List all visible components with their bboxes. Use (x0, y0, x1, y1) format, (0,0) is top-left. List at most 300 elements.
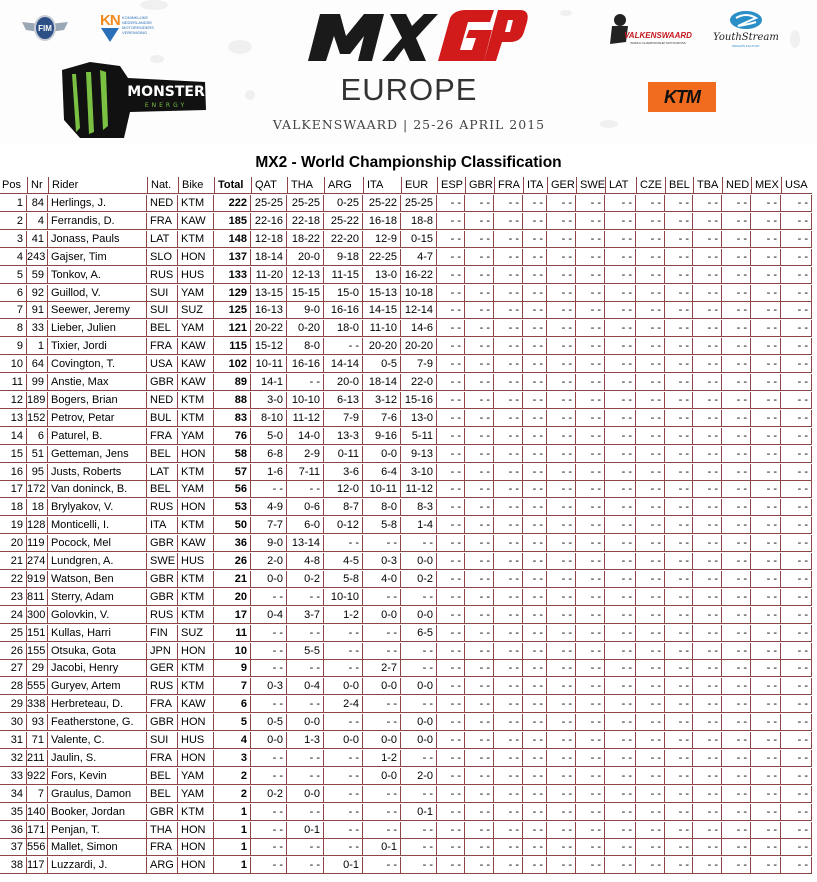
column-header[interactable]: ESP (437, 177, 465, 194)
column-header[interactable]: NED (722, 177, 751, 194)
cell-round-result: - - (576, 517, 605, 534)
cell-round-result: - - (251, 589, 287, 606)
cell-round-result: - - (722, 571, 751, 588)
cell-total: 129 (214, 285, 251, 302)
table-row[interactable] (0, 643, 812, 661)
cell-round-result: 0-12 (324, 517, 363, 534)
cell-round-result: - - (465, 535, 494, 552)
cell-round-result: - - (437, 643, 465, 660)
cell-round-result: - - (636, 696, 665, 713)
table-row[interactable] (0, 446, 812, 464)
cell-round-result: - - (363, 643, 401, 660)
cell-round-result: - - (465, 320, 494, 337)
column-header[interactable]: Total (214, 177, 251, 194)
cell-round-result: - - (576, 839, 605, 856)
table-row[interactable] (0, 267, 812, 285)
table-row[interactable] (0, 374, 812, 392)
cell-round-result: - - (751, 786, 781, 803)
cell-round-result: - - (636, 714, 665, 731)
cell-round-result: - - (547, 285, 576, 302)
cell-round-result: 16-13 (251, 302, 287, 319)
cell-round-result: - - (665, 625, 693, 642)
table-row[interactable] (0, 302, 812, 320)
cell-number: 91 (27, 302, 48, 319)
cell-round-result: - - (751, 302, 781, 319)
cell-rider: Penjan, T. (48, 822, 147, 839)
table-row[interactable] (0, 392, 812, 410)
cell-round-result: 0-11 (324, 446, 363, 463)
cell-round-result: 0-0 (401, 553, 437, 570)
table-row[interactable] (0, 732, 812, 750)
cell-round-result: 20-22 (251, 320, 287, 337)
cell-total: 121 (214, 320, 251, 337)
cell-round-result: 5-0 (251, 428, 287, 445)
cell-rider: Covington, T. (48, 356, 147, 373)
cell-nationality: GBR (147, 714, 178, 731)
cell-round-result: - - (751, 768, 781, 785)
cell-round-result: - - (665, 428, 693, 445)
cell-nationality: NED (147, 392, 178, 409)
cell-total: 50 (214, 517, 251, 534)
cell-total: 4 (214, 732, 251, 749)
column-header[interactable]: Nat. (147, 177, 178, 194)
cell-round-result: - - (494, 553, 523, 570)
column-header[interactable]: THA (287, 177, 324, 194)
cell-round-result: 9-0 (251, 535, 287, 552)
cell-round-result: - - (465, 267, 494, 284)
cell-position: 32 (0, 750, 27, 767)
cell-bike: YAM (178, 285, 214, 302)
column-header[interactable]: Pos (0, 177, 27, 194)
cell-round-result: - - (665, 857, 693, 874)
cell-round-result: - - (781, 732, 812, 749)
cell-bike: YAM (178, 428, 214, 445)
cell-round-result: - - (693, 804, 722, 821)
cell-rider: Guryev, Artem (48, 678, 147, 695)
cell-round-result: - - (547, 660, 576, 677)
cell-round-result: - - (781, 839, 812, 856)
cell-round-result: - - (781, 535, 812, 552)
cell-round-result: - - (401, 643, 437, 660)
cell-round-result: - - (494, 499, 523, 516)
table-row[interactable] (0, 571, 812, 589)
column-header[interactable]: ITA (523, 177, 547, 194)
cell-round-result: - - (251, 696, 287, 713)
cell-round-result: - - (751, 410, 781, 427)
cell-rider: Graulus, Damon (48, 786, 147, 803)
table-row[interactable] (0, 553, 812, 571)
cell-round-result: - - (781, 714, 812, 731)
cell-round-result: - - (547, 822, 576, 839)
cell-round-result: - - (751, 213, 781, 230)
cell-round-result: - - (465, 589, 494, 606)
cell-round-result: - - (324, 786, 363, 803)
table-row[interactable] (0, 285, 812, 303)
column-header[interactable]: USA (781, 177, 812, 194)
cell-round-result: 0-2 (287, 571, 324, 588)
cell-round-result: - - (605, 320, 636, 337)
cell-round-result: - - (251, 750, 287, 767)
cell-round-result: - - (401, 822, 437, 839)
cell-number: 59 (27, 267, 48, 284)
cell-number: 33 (27, 320, 48, 337)
cell-round-result: - - (523, 732, 547, 749)
cell-round-result: - - (465, 839, 494, 856)
cell-round-result: - - (636, 249, 665, 266)
cell-round-result: 5-11 (401, 428, 437, 445)
table-row[interactable] (0, 768, 812, 786)
cell-round-result: - - (636, 410, 665, 427)
cell-number: 922 (27, 768, 48, 785)
cell-position: 26 (0, 643, 27, 660)
column-header[interactable]: ARG (324, 177, 363, 194)
fim-logo-text: FIM (38, 24, 52, 33)
cell-round-result: 16-18 (363, 213, 401, 230)
cell-round-result: - - (494, 786, 523, 803)
gp-valkenswaard-subtext: WORLD CHAMPIONSHIP MOTOCROSS (630, 41, 686, 45)
cell-number: 92 (27, 285, 48, 302)
cell-round-result: - - (605, 822, 636, 839)
cell-number: 300 (27, 607, 48, 624)
cell-rider: Watson, Ben (48, 571, 147, 588)
cell-nationality: BEL (147, 481, 178, 498)
cell-round-result: - - (636, 768, 665, 785)
table-row[interactable] (0, 338, 812, 356)
table-row[interactable] (0, 428, 812, 446)
cell-round-result: - - (437, 356, 465, 373)
cell-total: 89 (214, 374, 251, 391)
cell-round-result: - - (547, 696, 576, 713)
cell-round-result: 8-0 (287, 338, 324, 355)
table-row[interactable] (0, 249, 812, 267)
cell-round-result: 0-0 (363, 446, 401, 463)
cell-round-result: 4-9 (251, 499, 287, 516)
cell-round-result: - - (576, 374, 605, 391)
column-header[interactable]: GBR (465, 177, 494, 194)
cell-round-result: 0-15 (401, 231, 437, 248)
cell-round-result: - - (693, 571, 722, 588)
cell-round-result: - - (363, 696, 401, 713)
cell-nationality: RUS (147, 267, 178, 284)
table-row[interactable] (0, 410, 812, 428)
cell-round-result: 18-22 (287, 231, 324, 248)
monster-logo-text: MONSTER (127, 84, 205, 100)
cell-position: 3 (0, 231, 27, 248)
cell-round-result: - - (722, 213, 751, 230)
cell-round-result: - - (523, 571, 547, 588)
column-header[interactable]: BEL (665, 177, 693, 194)
cell-round-result: 0-0 (324, 678, 363, 695)
table-row[interactable] (0, 660, 812, 678)
cell-round-result: - - (605, 195, 636, 212)
cell-round-result: - - (494, 607, 523, 624)
cell-round-result: - - (523, 839, 547, 856)
cell-total: 7 (214, 678, 251, 695)
cell-round-result: - - (465, 643, 494, 660)
cell-round-result: - - (547, 750, 576, 767)
cell-round-result: - - (722, 446, 751, 463)
cell-round-result: - - (576, 231, 605, 248)
cell-round-result: 13-3 (324, 428, 363, 445)
cell-round-result: - - (665, 338, 693, 355)
cell-round-result: - - (605, 464, 636, 481)
cell-round-result: 2-0 (401, 768, 437, 785)
cell-round-result: 25-25 (251, 195, 287, 212)
table-row[interactable] (0, 320, 812, 338)
cell-nationality: SUI (147, 732, 178, 749)
cell-round-result: 0-0 (401, 732, 437, 749)
cell-position: 37 (0, 839, 27, 856)
cell-round-result: - - (547, 589, 576, 606)
cell-round-result: 0-0 (287, 714, 324, 731)
column-header[interactable]: GER (547, 177, 576, 194)
table-row[interactable] (0, 231, 812, 249)
cell-round-result: - - (465, 857, 494, 874)
cell-round-result: - - (437, 285, 465, 302)
cell-number: 338 (27, 696, 48, 713)
cell-round-result: - - (576, 320, 605, 337)
cell-round-result: - - (751, 643, 781, 660)
cell-round-result: - - (693, 231, 722, 248)
cell-round-result: - - (665, 696, 693, 713)
cell-total: 1 (214, 839, 251, 856)
youthstream-subtext: DREAMS FACTORY (732, 44, 760, 48)
table-row[interactable] (0, 535, 812, 553)
cell-round-result: - - (437, 517, 465, 534)
cell-round-result: - - (494, 571, 523, 588)
column-header[interactable]: FRA (494, 177, 523, 194)
table-row[interactable] (0, 625, 812, 643)
cell-nationality: GBR (147, 589, 178, 606)
cell-round-result: 0-0 (363, 607, 401, 624)
cell-round-result: - - (363, 589, 401, 606)
cell-number: 18 (27, 499, 48, 516)
cell-round-result: - - (665, 750, 693, 767)
cell-round-result: - - (605, 786, 636, 803)
cell-round-result: - - (636, 732, 665, 749)
cell-round-result: - - (523, 750, 547, 767)
cell-number: 274 (27, 553, 48, 570)
cell-round-result: 12-18 (251, 231, 287, 248)
cell-round-result: - - (722, 857, 751, 874)
cell-round-result: 20-20 (363, 338, 401, 355)
cell-round-result: - - (693, 302, 722, 319)
column-header[interactable]: CZE (636, 177, 665, 194)
column-header[interactable]: Nr (27, 177, 48, 194)
cell-bike: KTM (178, 464, 214, 481)
cell-number: 99 (27, 374, 48, 391)
cell-round-result: - - (547, 338, 576, 355)
cell-bike: HUS (178, 267, 214, 284)
cell-round-result: - - (781, 678, 812, 695)
table-row[interactable] (0, 499, 812, 517)
table-row[interactable] (0, 464, 812, 482)
table-row[interactable] (0, 696, 812, 714)
cell-round-result: - - (722, 839, 751, 856)
cell-rider: Seewer, Jeremy (48, 302, 147, 319)
cell-round-result: - - (781, 607, 812, 624)
cell-round-result: - - (465, 374, 494, 391)
cell-round-result: 0-0 (401, 714, 437, 731)
cell-round-result: - - (751, 589, 781, 606)
cell-round-result: - - (693, 786, 722, 803)
cell-rider: Otsuka, Gota (48, 643, 147, 660)
column-header[interactable]: Bike (178, 177, 214, 194)
cell-nationality: GER (147, 660, 178, 677)
cell-round-result: - - (494, 768, 523, 785)
cell-rider: Pocock, Mel (48, 535, 147, 552)
table-row[interactable] (0, 356, 812, 374)
cell-round-result: - - (665, 822, 693, 839)
cell-round-result: - - (547, 839, 576, 856)
cell-round-result: - - (523, 696, 547, 713)
cell-position: 11 (0, 374, 27, 391)
cell-round-result: 11-12 (287, 410, 324, 427)
cell-round-result: - - (523, 428, 547, 445)
cell-round-result: - - (605, 732, 636, 749)
cell-rider: Tixier, Jordi (48, 338, 147, 355)
column-header[interactable]: EUR (401, 177, 437, 194)
column-header[interactable]: TBA (693, 177, 722, 194)
cell-round-result: - - (523, 857, 547, 874)
cell-round-result: - - (722, 696, 751, 713)
cell-round-result: - - (576, 356, 605, 373)
cell-round-result: 18-14 (251, 249, 287, 266)
table-row[interactable] (0, 678, 812, 696)
cell-round-result: - - (636, 213, 665, 230)
cell-round-result: 2-4 (324, 696, 363, 713)
cell-round-result: - - (781, 750, 812, 767)
cell-total: 185 (214, 213, 251, 230)
cell-round-result: - - (751, 481, 781, 498)
cell-round-result: - - (437, 374, 465, 391)
knmv-logo (100, 12, 160, 46)
cell-round-result: - - (287, 625, 324, 642)
column-header[interactable]: QAT (251, 177, 287, 194)
cell-round-result: - - (722, 320, 751, 337)
table-row[interactable] (0, 607, 812, 625)
table-row[interactable] (0, 481, 812, 499)
cell-round-result: - - (494, 660, 523, 677)
cell-round-result: - - (465, 302, 494, 319)
cell-bike: HON (178, 446, 214, 463)
column-header[interactable]: LAT (605, 177, 636, 194)
table-row[interactable] (0, 804, 812, 822)
table-row[interactable] (0, 213, 812, 231)
cell-number: 556 (27, 839, 48, 856)
table-row[interactable] (0, 839, 812, 857)
table-row[interactable] (0, 195, 812, 213)
cell-position: 9 (0, 338, 27, 355)
cell-round-result: 10-18 (401, 285, 437, 302)
cell-rider: Herbreteau, D. (48, 696, 147, 713)
table-row[interactable] (0, 750, 812, 768)
cell-round-result: - - (665, 446, 693, 463)
column-header[interactable]: ITA (363, 177, 401, 194)
cell-round-result: - - (665, 732, 693, 749)
cell-round-result: - - (605, 768, 636, 785)
cell-round-result: - - (523, 195, 547, 212)
table-row[interactable] (0, 786, 812, 804)
cell-round-result: - - (751, 356, 781, 373)
cell-round-result: - - (693, 195, 722, 212)
cell-bike: KTM (178, 660, 214, 677)
table-row[interactable] (0, 517, 812, 535)
cell-round-result: - - (605, 714, 636, 731)
cell-round-result: - - (494, 249, 523, 266)
cell-round-result: - - (287, 660, 324, 677)
cell-round-result: - - (251, 660, 287, 677)
cell-round-result: - - (665, 213, 693, 230)
cell-rider: Jonass, Pauls (48, 231, 147, 248)
cell-round-result: - - (465, 660, 494, 677)
cell-round-result: - - (605, 839, 636, 856)
cell-round-result: - - (437, 481, 465, 498)
cell-round-result: - - (636, 428, 665, 445)
cell-bike: KTM (178, 517, 214, 534)
cell-round-result: - - (693, 553, 722, 570)
column-header[interactable]: MEX (751, 177, 781, 194)
cell-round-result: - - (781, 822, 812, 839)
cell-total: 20 (214, 589, 251, 606)
cell-round-result: 6-13 (324, 392, 363, 409)
cell-round-result: 0-1 (401, 804, 437, 821)
cell-round-result: - - (781, 249, 812, 266)
column-header[interactable]: Rider (48, 177, 147, 194)
cell-round-result: 3-12 (363, 392, 401, 409)
table-row[interactable] (0, 589, 812, 607)
cell-rider: Justs, Roberts (48, 464, 147, 481)
cell-round-result: - - (751, 857, 781, 874)
table-row[interactable] (0, 714, 812, 732)
cell-round-result: - - (251, 643, 287, 660)
table-row[interactable] (0, 822, 812, 840)
cell-round-result: - - (547, 356, 576, 373)
cell-round-result: - - (547, 231, 576, 248)
column-header[interactable]: SWE (576, 177, 605, 194)
cell-round-result: - - (693, 267, 722, 284)
cell-total: 2 (214, 768, 251, 785)
cell-round-result: - - (605, 607, 636, 624)
cell-nationality: RUS (147, 607, 178, 624)
cell-round-result: - - (605, 481, 636, 498)
youthstream-text: YouthStream (713, 32, 779, 43)
cell-position: 4 (0, 249, 27, 266)
cell-position: 1 (0, 195, 27, 212)
cell-round-result: - - (437, 213, 465, 230)
cell-round-result: - - (437, 535, 465, 552)
cell-number: 140 (27, 804, 48, 821)
cell-round-result: - - (751, 285, 781, 302)
cell-number: 211 (27, 750, 48, 767)
cell-nationality: RUS (147, 499, 178, 516)
cell-rider: Tonkov, A. (48, 267, 147, 284)
cell-round-result: 20-0 (287, 249, 324, 266)
cell-round-result: 0-25 (324, 195, 363, 212)
cell-round-result: 13-0 (401, 410, 437, 427)
cell-number: 119 (27, 535, 48, 552)
cell-round-result: - - (605, 535, 636, 552)
cell-position: 7 (0, 302, 27, 319)
cell-round-result: - - (547, 446, 576, 463)
cell-round-result: - - (636, 857, 665, 874)
cell-round-result: - - (523, 302, 547, 319)
cell-round-result: - - (693, 839, 722, 856)
cell-round-result: - - (665, 374, 693, 391)
cell-round-result: - - (547, 392, 576, 409)
table-row[interactable] (0, 857, 812, 875)
cell-nationality: SUI (147, 302, 178, 319)
